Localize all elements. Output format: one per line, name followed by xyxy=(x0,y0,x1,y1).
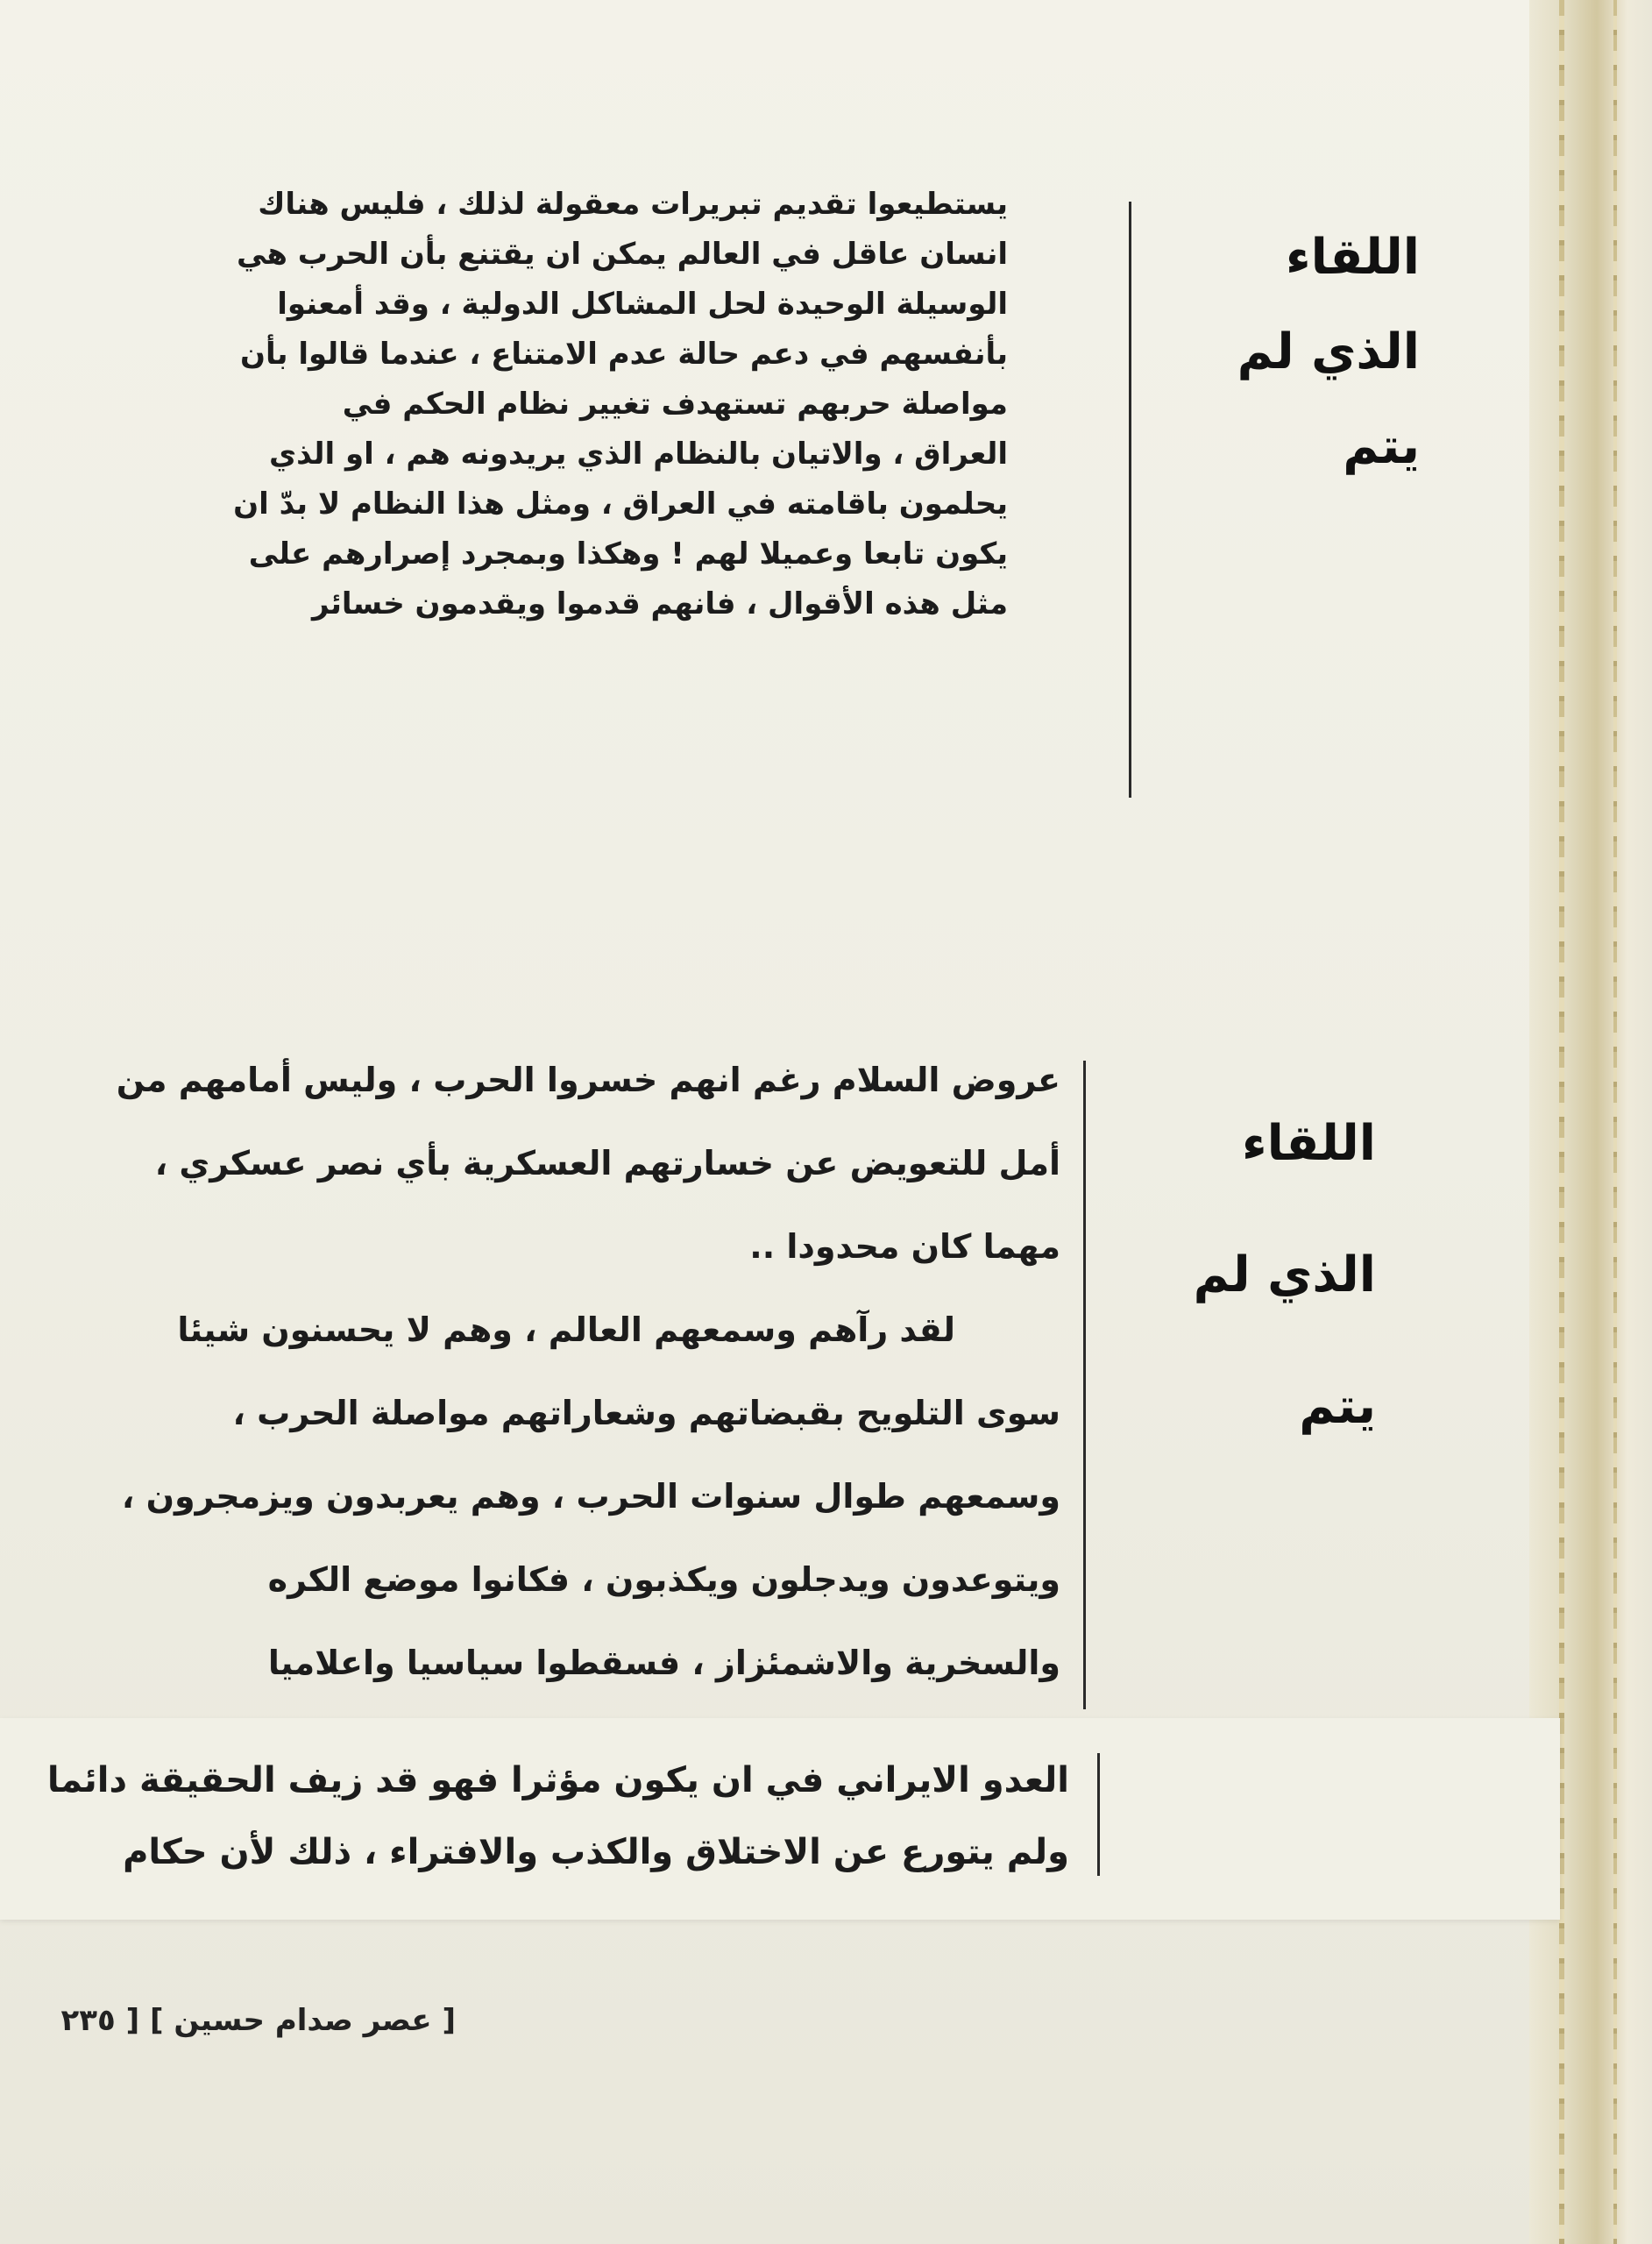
text-line: عروض السلام رغم انهم خسروا الحرب ، وليس أمامهم من xyxy=(116,1061,1060,1099)
column-rule xyxy=(1129,202,1131,798)
text-line: العدو الايراني في ان يكون مؤثرا فهو قد زيف الحقيقة دائما xyxy=(46,1760,1069,1800)
page-number: [ ٢٣٥ xyxy=(60,2003,140,2038)
text-line: العراق ، والاتيان بالنظام الذي يريدونه هم ، او الذي xyxy=(268,437,1008,472)
text-line: مهما كان محدودا .. xyxy=(749,1227,1060,1266)
text-line: الوسيلة الوحيدة لحل المشاكل الدولية ، وقد أمعنوا xyxy=(277,287,1008,322)
text-line: انسان عاقل في العالم يمكن ان يقتنع بأن الحرب هي xyxy=(237,237,1008,272)
text-line: لقد رآهم وسمعهم العالم ، وهم لا يحسنون شيئا xyxy=(177,1310,955,1349)
text-line: أمل للتعويض عن خسارتهم العسكرية بأي نصر عسكري ، xyxy=(154,1144,1060,1182)
text-line: يحلمون باقامته في العراق ، ومثل هذا النظام لا بدّ ان xyxy=(233,486,1008,522)
article-column-middle xyxy=(53,1039,1060,1788)
column-rule xyxy=(1083,1061,1086,1709)
article-column-top xyxy=(167,180,1008,629)
page-footer xyxy=(35,2003,456,2038)
text-line: يكون تابعا وعميلا لهم ! وهكذا وبمجرد إصرارهم على xyxy=(248,536,1008,572)
section-title-middle xyxy=(1113,1078,1376,1473)
text-line: مواصلة حربهم تستهدف تغيير نظام الحكم في xyxy=(342,387,1008,422)
section-title-line: اللقاء xyxy=(1241,1115,1376,1172)
text-line: سوى التلويح بقبضاتهم وشعاراتهم مواصلة الحرب ، xyxy=(232,1394,1060,1432)
section-title-top xyxy=(1157,210,1420,494)
text-line: ولم يتورع عن الاختلاق والكذب والافتراء ، ذلك لأن حكام xyxy=(123,1832,1069,1872)
text-line: يستطيعوا تقديم تبريرات معقولة لذلك ، فليس هناك xyxy=(258,187,1008,222)
section-title-line: اللقاء xyxy=(1285,229,1420,286)
section-title-line: الذي لم يتم xyxy=(1237,323,1420,475)
text-line: مثل هذه الأقوال ، فانهم قدموا ويقدمون خسائر xyxy=(311,586,1008,621)
section-title-line: الذي لم يتم xyxy=(1193,1246,1376,1435)
text-line: والسخرية والاشمئزاز ، فسقطوا سياسيا واعلاميا xyxy=(267,1644,1060,1682)
column-rule xyxy=(1097,1753,1100,1876)
text-line: ويتوعدون ويدجلون ويكذبون ، فكانوا موضع الكره xyxy=(267,1560,1060,1599)
article-column-bottom xyxy=(35,1744,1069,1888)
spine-binding xyxy=(1613,0,1617,2244)
text-line: وسمعهم طوال سنوات الحرب ، وهم يعربدون ويزمجرون ، xyxy=(121,1477,1060,1516)
text-line: بأنفسهم في دعم حالة عدم الامتناع ، عندما قالوا بأن xyxy=(239,337,1008,372)
book-title: [ عصر صدام حسين ] xyxy=(150,2003,456,2038)
